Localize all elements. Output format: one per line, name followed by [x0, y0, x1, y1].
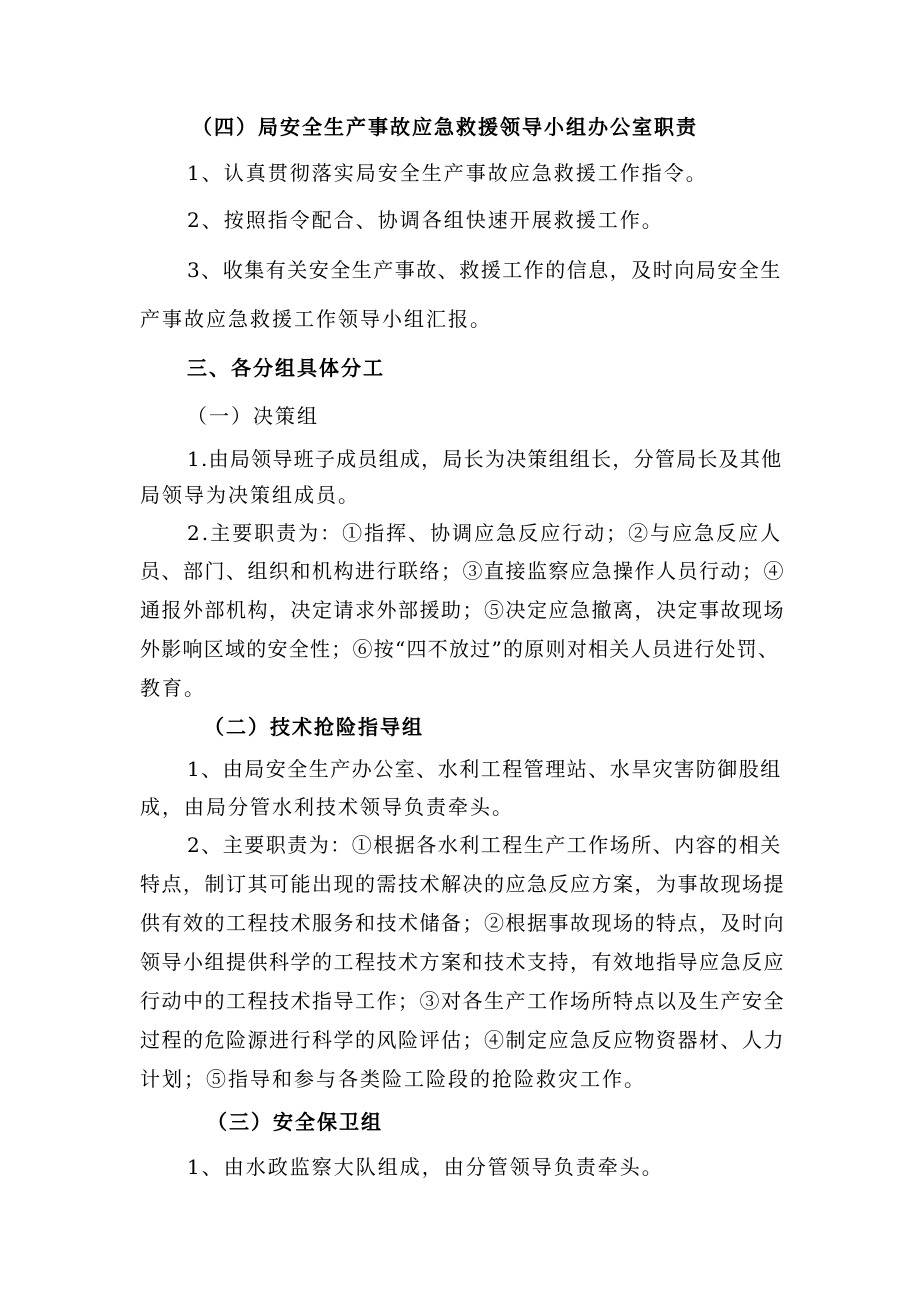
paragraph-line: 1、由水政监察大队组成，由分管领导负责牵头。: [187, 1155, 664, 1179]
part-heading: 三、各分组具体分工: [187, 356, 385, 380]
paragraph-line: 产事故应急救援工作领导小组汇报。: [140, 307, 492, 331]
paragraph-line: 2.主要职责为：①指挥、协调应急反应行动；②与应急反应人: [187, 521, 783, 545]
paragraph-line: 1、认真贯彻落实局安全生产事故应急救援工作指令。: [187, 161, 708, 185]
paragraph-line: 3、收集有关安全生产事故、救援工作的信息，及时向局安全生: [187, 258, 782, 282]
paragraph-line: 局领导为决策组成员。: [140, 483, 360, 507]
paragraph-line: 2、主要职责为：①根据各水利工程生产工作场所、内容的相关: [187, 833, 782, 857]
paragraph-line: 计划；⑤指导和参与各类险工险段的抢险救灾工作。: [140, 1067, 646, 1091]
paragraph-line: 通报外部机构，决定请求外部援助；⑤决定应急撤离，决定事故现场: [140, 598, 785, 622]
paragraph-line: 2、按照指令配合、协调各组快速开展救援工作。: [187, 208, 664, 232]
paragraph-line: 成，由局分管水利技术领导负责牵头。: [140, 795, 514, 819]
paragraph-line: 领导小组提供科学的工程技术方案和技术支持，有效地指导应急反应: [140, 950, 785, 974]
group-heading: （一）决策组: [187, 404, 319, 428]
paragraph-line: 行动中的工程技术指导工作；③对各生产工作场所特点以及生产安全: [140, 989, 785, 1013]
section-heading: （四）局安全生产事故应急救援领导小组办公室职责: [192, 115, 698, 139]
paragraph-line: 1.由局领导班子成员组成，局长为决策组组长，分管局长及其他: [187, 447, 783, 471]
paragraph-line: 员、部门、组织和机构进行联络；③直接监察应急操作人员行动；④: [140, 559, 785, 583]
group-heading: （三）安全保卫组: [207, 1110, 383, 1134]
paragraph-line: 供有效的工程技术服务和技术储备；②根据事故现场的特点，及时向: [140, 911, 785, 935]
group-heading: （二）技术抢险指导组: [204, 715, 424, 739]
paragraph-line: 特点，制订其可能出现的需技术解决的应急反应方案，为事故现场提: [140, 872, 785, 896]
paragraph-line: 过程的危险源进行科学的风险评估；④制定应急反应物资器材、人力: [140, 1028, 785, 1052]
paragraph-line: 外影响区域的安全性；⑥按“四不放过”的原则对相关人员进行处罚、: [140, 637, 780, 661]
paragraph-line: 1、由局安全生产办公室、水利工程管理站、水旱灾害防御股组: [187, 757, 782, 781]
paragraph-line: 教育。: [140, 676, 206, 700]
